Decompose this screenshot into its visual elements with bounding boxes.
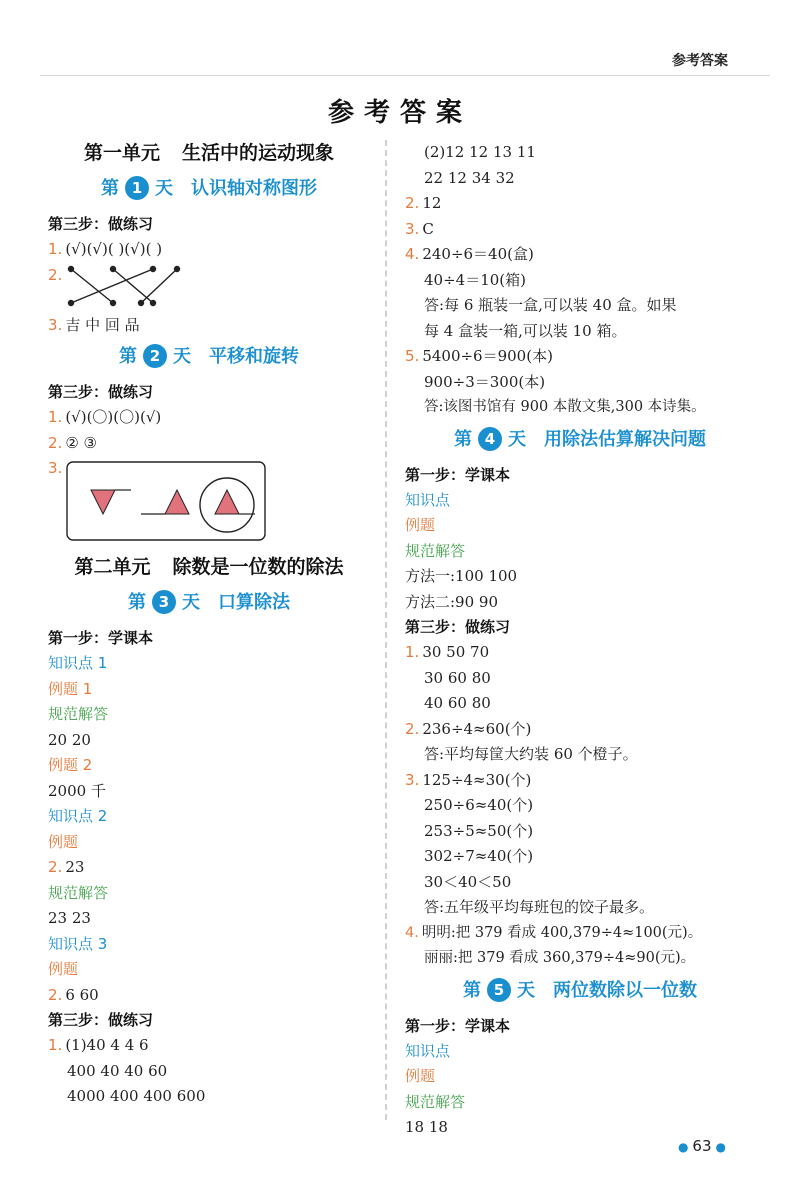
header-label: 参考答案 [672, 53, 728, 69]
answer-text: 5400÷6＝900(本) [422, 347, 553, 365]
day-number-badge: 1 [125, 176, 149, 200]
solution-label: 规范解答 [405, 541, 466, 560]
question-number: 3. [405, 770, 420, 789]
answer-text: (1)40 4 4 6 [65, 1036, 149, 1054]
day-title: 平移和旋转 [209, 346, 299, 367]
answer-text: 236÷4≈60(个) [422, 719, 532, 738]
knowledge-point-label: 知识点 3 [48, 934, 108, 953]
column-divider [385, 140, 387, 1120]
answer-line [405, 640, 755, 666]
answer-line [48, 313, 370, 339]
rotation-triangles-figure [65, 460, 267, 542]
step-label: 第三步：做练习 [48, 383, 154, 401]
day-suffix: 天 [182, 592, 200, 613]
day-prefix: 第 [454, 428, 472, 450]
answer-text: 方法二:90 90 [405, 592, 498, 611]
knowledge-point-label: 知识点 1 [48, 654, 108, 672]
answer-line [48, 855, 370, 881]
answer-text: 吉 中 回 品 [65, 315, 140, 334]
answer-text: 40÷4＝10(箱) [424, 270, 526, 289]
step-label: 第一步：学课本 [48, 629, 154, 647]
answer-text: 丽丽:把 379 看成 360,379÷4≈90(元)。 [424, 950, 696, 966]
answer-text: 253÷5≈50(个) [424, 821, 534, 840]
question-number: 2. [48, 433, 63, 452]
answer-line [405, 717, 755, 743]
day-number-badge: 3 [152, 590, 176, 614]
step-label: 第一步：学课本 [405, 1016, 511, 1035]
answer-line [48, 456, 370, 542]
header-divider [40, 75, 770, 76]
example-label: 例题 [48, 832, 79, 851]
answer-text: 答:平均每筐大约装 60 个橙子。 [424, 745, 638, 763]
answer-line [48, 405, 370, 431]
question-number: 4. [405, 245, 420, 263]
answer-line [48, 263, 370, 313]
answer-text: ② ③ [65, 433, 97, 452]
knowledge-point-label: 知识点 [405, 1041, 451, 1060]
answer-text: 每 4 盒装一箱,可以装 10 箱。 [424, 321, 627, 340]
answer-text: 4000 400 400 600 [67, 1087, 206, 1105]
day-heading-5 [405, 978, 755, 1004]
answer-text: (2)12 12 13 11 [424, 143, 536, 161]
day-heading-1 [48, 176, 370, 202]
knowledge-point-label: 知识点 2 [48, 807, 108, 825]
answer-line [405, 242, 755, 268]
answer-line [405, 768, 755, 794]
answer-line [405, 921, 755, 947]
example-label: 例题 2 [48, 756, 93, 774]
answer-text: 20 20 [48, 730, 91, 749]
bullet-dot-icon: ● [715, 1140, 726, 1154]
answer-text: 302÷7≈40(个) [424, 847, 534, 865]
day-heading-3 [48, 590, 370, 616]
solution-label: 规范解答 [48, 705, 109, 723]
answer-text: 2000 千 [48, 781, 106, 800]
day-title: 两位数除以一位数 [553, 979, 697, 1001]
answer-text: 答:该图书馆有 900 本散文集,300 本诗集。 [424, 399, 706, 415]
example-label: 例题 [405, 1067, 436, 1085]
answer-line [48, 431, 370, 457]
answer-text: 明明:把 379 看成 400,379÷4≈100(元)。 [421, 924, 703, 941]
answer-text: 6 60 [65, 985, 99, 1004]
answer-text: 答:每 6 瓶装一盒,可以装 40 盒。如果 [424, 296, 677, 314]
day-title: 认识轴对称图形 [191, 178, 317, 199]
unit-title: 生活中的运动现象 [182, 142, 335, 164]
day-suffix: 天 [155, 178, 173, 199]
question-number: 1. [48, 408, 63, 426]
unit-name: 第一单元 [83, 142, 160, 164]
day-heading-4 [405, 427, 755, 453]
day-suffix: 天 [173, 346, 191, 367]
answer-text: 30 60 80 [424, 668, 491, 687]
answer-text: 23 [65, 858, 85, 876]
answer-line [48, 237, 370, 263]
answer-text: (√)(√)( )(√)( ) [65, 240, 163, 258]
answer-line [405, 217, 755, 243]
answer-text: 答:五年级平均每班包的饺子最多。 [424, 898, 655, 916]
knowledge-point-label: 知识点 [405, 490, 451, 509]
day-suffix: 天 [508, 428, 526, 450]
answer-text: 23 23 [48, 909, 91, 927]
right-column [405, 140, 755, 1141]
answer-text: 40 60 80 [424, 694, 491, 712]
answer-text: 240÷6＝40(盒) [422, 245, 534, 263]
answer-text: 400 40 40 60 [67, 1061, 168, 1080]
day-heading-2 [48, 344, 370, 370]
unit-name: 第二单元 [74, 556, 151, 578]
example-label: 例题 1 [48, 679, 93, 698]
solution-label: 规范解答 [48, 883, 109, 902]
question-number: 3. [48, 315, 63, 334]
question-number: 3. [405, 219, 420, 238]
step-label: 第三步：做练习 [48, 215, 154, 233]
answer-text: 900÷3＝300(本) [424, 372, 546, 391]
day-prefix: 第 [128, 592, 146, 613]
bullet-dot-icon: ● [677, 1140, 689, 1154]
unit-title: 除数是一位数的除法 [172, 556, 344, 578]
answer-text: 250÷6≈40(个) [424, 796, 534, 814]
answer-line [405, 191, 755, 217]
answer-text: 125÷4≈30(个) [422, 770, 532, 789]
answer-text: 30＜40＜50 [424, 872, 512, 891]
page-title: 参考答案 [327, 98, 472, 128]
day-number-badge: 4 [478, 427, 502, 451]
step-label: 第一步：学课本 [405, 465, 511, 484]
day-prefix: 第 [101, 178, 119, 199]
page-number [674, 1137, 730, 1155]
answer-line [48, 1033, 370, 1059]
question-number: 2. [48, 858, 63, 876]
answer-text: 30 50 70 [422, 643, 490, 661]
question-number: 3. [48, 459, 63, 477]
solution-label: 规范解答 [405, 1092, 466, 1111]
day-number-badge: 2 [143, 344, 167, 368]
matching-lines-figure [65, 265, 185, 309]
example-label: 例题 [405, 516, 436, 534]
step-label: 第三步：做练习 [405, 618, 511, 636]
answer-line [405, 344, 755, 370]
question-number: 2. [48, 265, 63, 284]
unit-heading-1 [48, 140, 370, 166]
day-title: 用除法估算解决问题 [544, 428, 706, 450]
page-number-text: 63 [692, 1137, 712, 1155]
example-label: 例题 [48, 960, 79, 978]
answer-text: 18 18 [405, 1118, 448, 1136]
question-number: 1. [48, 240, 63, 258]
question-number: 1. [405, 643, 420, 661]
day-suffix: 天 [517, 979, 535, 1001]
day-number-badge: 5 [487, 978, 511, 1002]
question-number: 2. [405, 719, 420, 738]
question-number: 2. [405, 194, 420, 212]
day-title: 口算除法 [218, 592, 290, 613]
answer-line [48, 983, 370, 1009]
unit-heading-2 [48, 554, 370, 580]
answer-text: 方法一:100 100 [405, 567, 518, 585]
question-number: 4. [405, 924, 419, 941]
answer-text: C [422, 219, 434, 238]
left-column [48, 140, 370, 1110]
step-label: 第三步：做练习 [48, 1011, 154, 1029]
question-number: 5. [405, 347, 420, 365]
answer-text: (√)(〇)(〇)(√) [65, 408, 162, 426]
question-number: 2. [48, 985, 63, 1004]
question-number: 1. [48, 1036, 63, 1054]
day-prefix: 第 [463, 979, 481, 1001]
answer-text: 12 [422, 194, 442, 212]
day-prefix: 第 [119, 346, 137, 367]
answer-text: 22 12 34 32 [424, 168, 515, 187]
